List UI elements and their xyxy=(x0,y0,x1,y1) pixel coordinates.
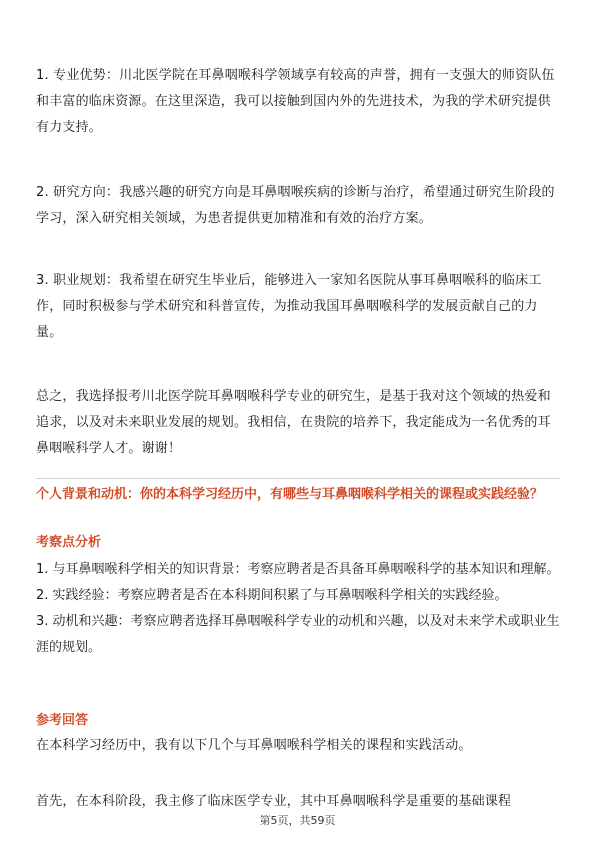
answer-paragraph: 首先，在本科阶段，我主修了临床医学专业，其中耳鼻咽喉科学是重要的基础课程 xyxy=(36,794,512,809)
analysis-item: 3. 动机和兴趣：考察应聘者选择耳鼻咽喉科学专业的动机和兴趣，以及对未来学术或职业生涯的规划。 xyxy=(36,614,560,655)
paragraph-research-direction: 2. 研究方向：我感兴趣的研究方向是耳鼻咽喉疾病的诊断与治疗，希望通过研究生阶段的学习，深入研究相关领域，为患者提供更加精准和有效的治疗方案。 xyxy=(36,185,555,226)
section-divider xyxy=(36,478,560,479)
paragraph-professional-advantage: 1. 专业优势：川北医学院在耳鼻咽喉科学领域享有较高的声誉，拥有一支强大的师资队伍和丰富的临床资源。在这里深造，我可以接触到国内外的先进技术，为我的学术研究提供有力支持。 xyxy=(36,68,555,135)
analysis-list xyxy=(36,557,560,661)
answer-heading: 参考回答 xyxy=(36,713,89,728)
analysis-item: 2. 实践经验：考察应聘者是否在本科期间积累了与耳鼻咽喉科学相关的实践经验。 xyxy=(36,588,508,603)
analysis-heading: 考察点分析 xyxy=(36,535,102,550)
answer-paragraph: 在本科学习经历中，我有以下几个与耳鼻咽喉科学相关的课程和实践活动。 xyxy=(36,738,472,753)
question-title: 个人背景和动机：你的本科学习经历中，有哪些与耳鼻咽喉科学相关的课程或实践经验？ xyxy=(36,487,544,502)
paragraph-conclusion: 总之，我选择报考川北医学院耳鼻咽喉科学专业的研究生，是基于我对这个领域的热爱和追求，以及对未来职业发展的规划。我相信，在贵院的培养下，我定能成为一名优秀的耳鼻咽喉科学人才。谢谢！ xyxy=(36,389,551,456)
analysis-item: 1. 与耳鼻咽喉科学相关的知识背景：考察应聘者是否具备耳鼻咽喉科学的基本知识和理解。 xyxy=(36,562,560,577)
page-footer: 第5页，共59页 xyxy=(259,814,336,827)
paragraph-career-plan: 3. 职业规划：我希望在研究生毕业后，能够进入一家知名医院从事耳鼻咽喉科的临床工作，同时积极参与学术研究和科普宣传，为推动我国耳鼻咽喉科学的发展贡献自己的力量。 xyxy=(36,273,542,340)
